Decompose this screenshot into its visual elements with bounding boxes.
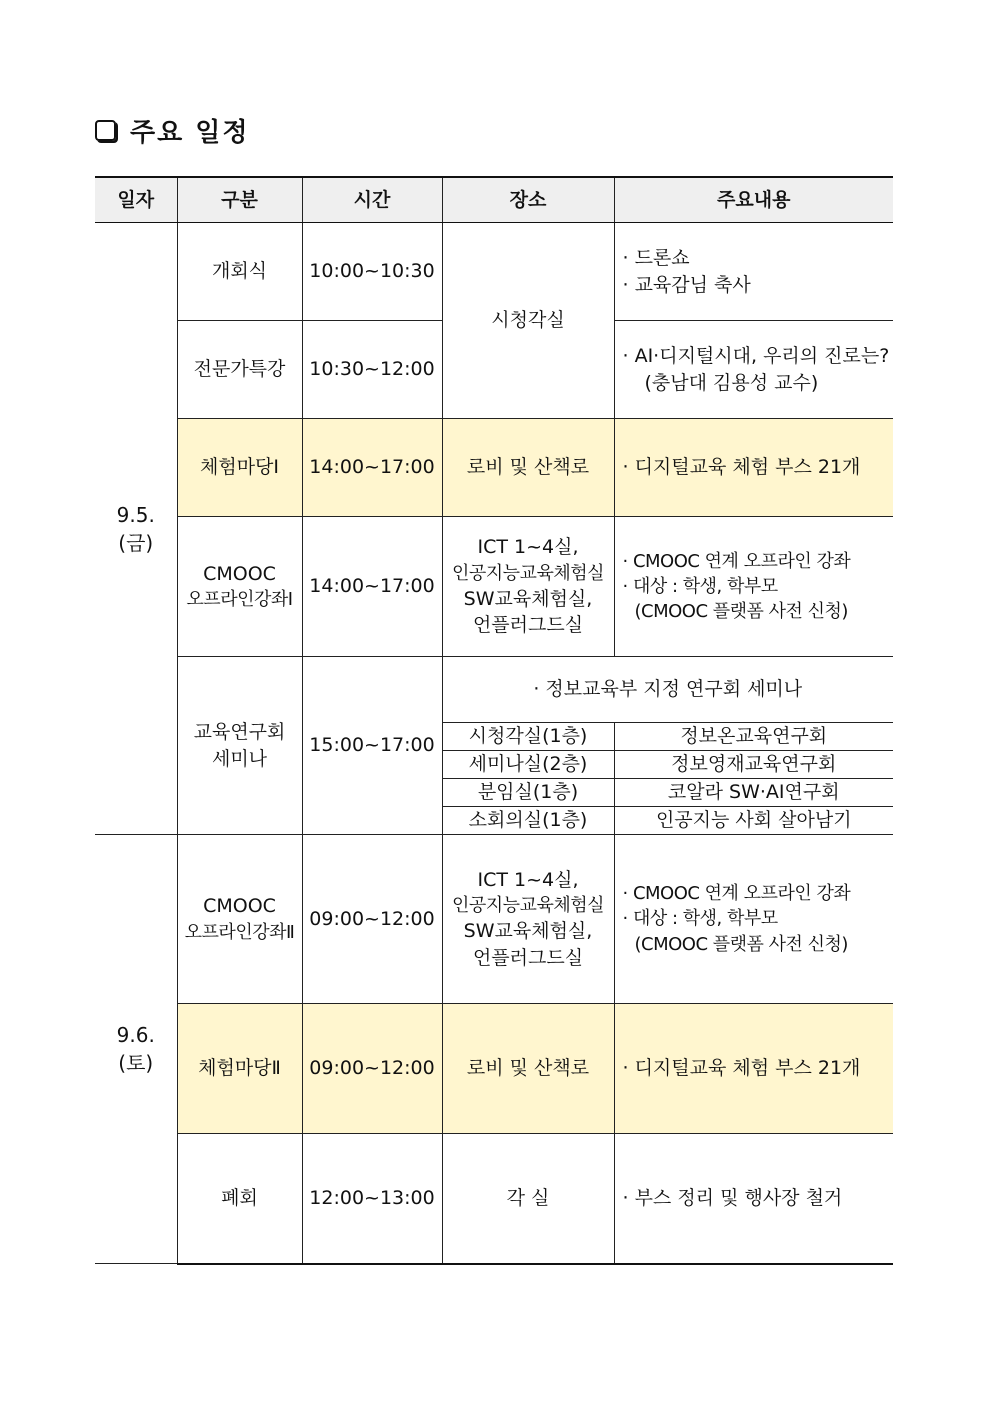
place-line: SW교육체험실,: [463, 920, 593, 943]
table-row: [95, 835, 893, 1004]
table-row: [95, 657, 893, 723]
checkbox-icon: [95, 120, 116, 141]
content-cell: [614, 517, 893, 657]
content-cell: [614, 321, 893, 419]
date-cell-day1: [95, 223, 177, 835]
place-cell: 각 실: [442, 1134, 614, 1264]
category-line: CMOOC: [203, 562, 276, 585]
category-line: 오프라인강좌Ⅱ: [184, 921, 295, 943]
header-date: 일자: [95, 177, 177, 223]
category-line: CMOOC: [203, 895, 276, 918]
place-cell: 로비 및 산책로: [442, 1004, 614, 1134]
content-cell: · 디지털교육 체험 부스 21개: [614, 1004, 893, 1134]
category-cell: [177, 657, 302, 835]
category-cell: 개회식: [177, 223, 302, 321]
time-cell: 10:00~10:30: [302, 223, 442, 321]
content-line: · CMOOC 연계 오프라인 강좌: [622, 550, 851, 572]
content-line: · 드론쇼: [622, 246, 690, 269]
time-cell: 15:00~17:00: [302, 657, 442, 835]
seminar-group: 정보온교육연구회: [614, 723, 893, 751]
heading-title: 주요 일정: [130, 118, 250, 148]
category-line: 오프라인강좌Ⅰ: [186, 589, 293, 611]
seminar-place: 시청각실(1층): [442, 723, 614, 751]
table-row: [95, 419, 893, 517]
place-line: ICT 1~4실,: [477, 868, 579, 891]
category-line: 교육연구회: [193, 720, 286, 743]
section-heading: [95, 112, 250, 149]
place-line: ICT 1~4실,: [477, 536, 579, 559]
time-cell: 10:30~12:00: [302, 321, 442, 419]
weekday-label: (토): [118, 1051, 154, 1075]
time-cell: 09:00~12:00: [302, 1004, 442, 1134]
header-time: 시간: [302, 177, 442, 223]
seminar-title-cell: · 정보교육부 지정 연구회 세미나: [442, 657, 893, 723]
content-line: (CMOOC 플랫폼 사전 신청): [634, 601, 848, 623]
header-content: 주요내용: [614, 177, 893, 223]
table-row: [95, 1004, 893, 1134]
time-cell: 09:00~12:00: [302, 835, 442, 1004]
category-cell: [177, 835, 302, 1004]
time-cell: 12:00~13:00: [302, 1134, 442, 1264]
date-cell-day2: [95, 835, 177, 1264]
time-cell: 14:00~17:00: [302, 517, 442, 657]
time-cell: 14:00~17:00: [302, 419, 442, 517]
place-cell: [442, 835, 614, 1004]
content-line: · AI·디지털시대, 우리의 진로는?: [622, 344, 890, 367]
header-place: 장소: [442, 177, 614, 223]
header-row: [95, 177, 893, 223]
content-cell: [614, 223, 893, 321]
place-line: 인공지능교육체험실: [452, 895, 604, 917]
content-cell: · 부스 정리 및 행사장 철거: [614, 1134, 893, 1264]
seminar-group: 인공지능 사회 살아남기: [614, 807, 893, 835]
place-cell: 로비 및 산책로: [442, 419, 614, 517]
place-line: 인공지능교육체험실: [452, 562, 604, 584]
date-label: 9.5.: [116, 502, 155, 527]
table-row: [95, 1134, 893, 1264]
category-cell: 체험마당Ⅰ: [177, 419, 302, 517]
table-row: [95, 517, 893, 657]
seminar-group: 코알라 SW·AI연구회: [614, 779, 893, 807]
content-line: (충남대 김용성 교수): [644, 371, 819, 394]
category-cell: 체험마당Ⅱ: [177, 1004, 302, 1134]
content-line: · 대상 : 학생, 학부모: [622, 575, 778, 597]
place-line: 언플러그드실: [472, 614, 584, 637]
seminar-place: 소회의실(1층): [442, 807, 614, 835]
place-cell: 시청각실: [442, 223, 614, 419]
content-line: (CMOOC 플랫폼 사전 신청): [634, 933, 848, 955]
content-line: · 대상 : 학생, 학부모: [622, 908, 778, 930]
schedule-table: [95, 176, 893, 1265]
table-row: [95, 223, 893, 321]
content-line: · 교육감님 축사: [622, 273, 751, 296]
category-cell: 폐회: [177, 1134, 302, 1264]
place-line: SW교육체험실,: [463, 587, 593, 610]
category-cell: [177, 517, 302, 657]
category-cell: 전문가특강: [177, 321, 302, 419]
content-cell: [614, 835, 893, 1004]
date-label: 9.6.: [116, 1023, 155, 1047]
seminar-group: 정보영재교육연구회: [614, 751, 893, 779]
content-cell: · 디지털교육 체험 부스 21개: [614, 419, 893, 517]
place-cell: [442, 517, 614, 657]
content-line: · CMOOC 연계 오프라인 강좌: [622, 883, 851, 905]
category-line: 세미나: [211, 747, 268, 770]
weekday-label: (금): [118, 530, 154, 555]
place-line: 언플러그드실: [472, 946, 584, 969]
seminar-place: 세미나실(2층): [442, 751, 614, 779]
seminar-place: 분임실(1층): [442, 779, 614, 807]
header-category: 구분: [177, 177, 302, 223]
